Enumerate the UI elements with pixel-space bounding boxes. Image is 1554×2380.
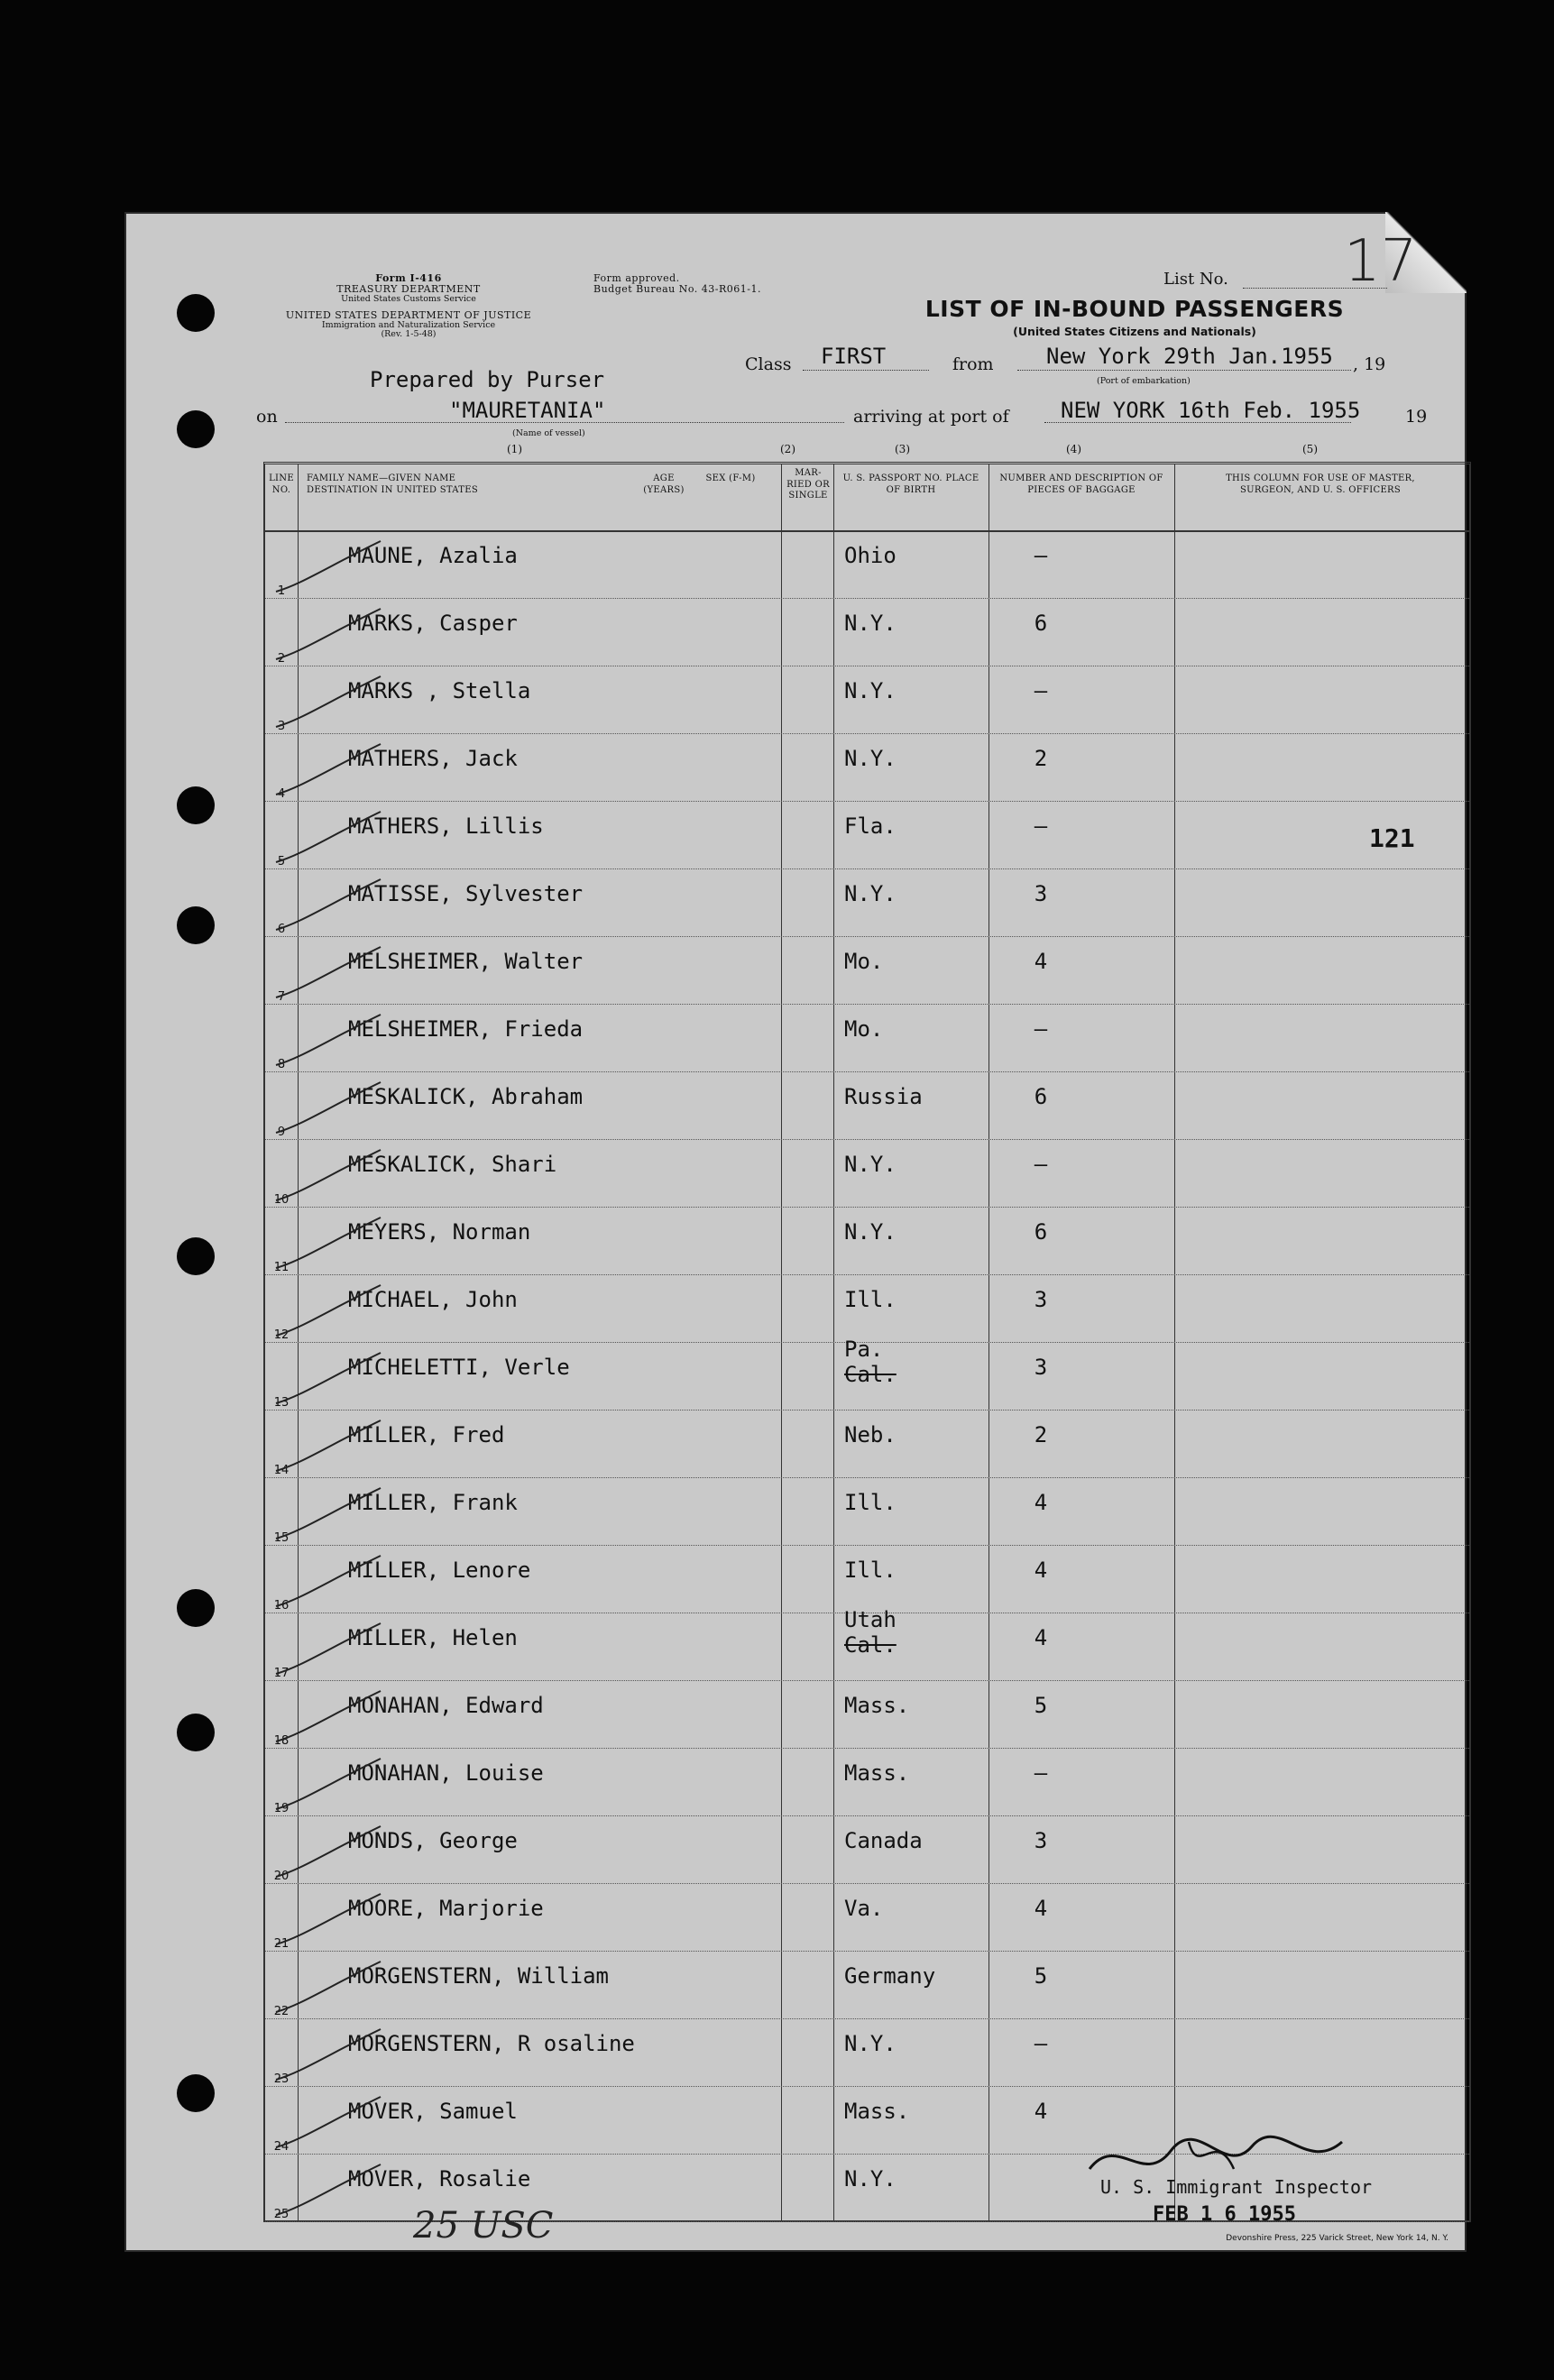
table-row	[265, 801, 1469, 869]
hdr-married: MAR-RIED OR SINGLE	[786, 468, 830, 501]
form-number: Form I-416	[375, 272, 442, 284]
row-name: MILLER, Frank	[348, 1490, 518, 1515]
class-label: Class	[745, 354, 792, 374]
row-birth: Fla.	[844, 813, 897, 839]
hdr-name: FAMILY NAME—GIVEN NAME DESTINATION IN UNITED STATES	[307, 473, 479, 495]
handwritten-total: 25 USC	[413, 2205, 554, 2247]
col-num-1: (1)	[507, 443, 522, 455]
row-line-number: 1	[277, 584, 286, 598]
check-mark	[274, 2027, 382, 2081]
row-baggage: –	[1034, 813, 1048, 839]
list-no-handwritten: 17	[1344, 228, 1418, 295]
check-mark	[274, 675, 382, 729]
row-name: MESKALICK, Shari	[348, 1152, 557, 1177]
row-name: MILLER, Fred	[348, 1422, 505, 1447]
row-line-number: 25	[273, 2208, 290, 2221]
hdr-age: AGE (YEARS)	[643, 473, 685, 495]
table-header	[265, 464, 1469, 532]
row-line-number: 19	[273, 1802, 290, 1815]
dept-block	[264, 273, 553, 340]
row-line-number: 6	[277, 923, 286, 936]
prepared-by: Prepared by Purser	[370, 367, 605, 392]
row-birth: N.Y.	[844, 2166, 897, 2192]
table-row	[265, 1951, 1469, 2019]
row-birth: Mass.	[844, 1693, 910, 1718]
check-mark	[274, 742, 382, 796]
punch-hole	[177, 294, 215, 332]
row-baggage: 3	[1034, 1828, 1048, 1853]
check-mark	[274, 539, 382, 593]
punch-hole	[177, 1237, 215, 1275]
row-baggage: –	[1034, 543, 1048, 568]
table-row	[265, 1545, 1469, 1613]
officer-note: 121	[1369, 823, 1415, 853]
arriving-suffix: 19	[1405, 407, 1428, 427]
arrival-stamp: FEB 1 6 1955	[1153, 2203, 1296, 2226]
row-line-number: 11	[273, 1261, 290, 1274]
arriving-value: NEW YORK 16th Feb. 1955	[1061, 398, 1361, 423]
row-baggage: 2	[1034, 746, 1048, 771]
row-name: MORGENSTERN, R osaline	[348, 2031, 635, 2056]
class-line	[803, 370, 929, 371]
row-line-number: 21	[273, 1937, 290, 1951]
vessel-line	[285, 422, 844, 423]
row-birth-correction: Utah	[844, 1607, 897, 1632]
row-birth-correction: Pa.	[844, 1337, 884, 1362]
row-baggage: 6	[1034, 611, 1048, 636]
row-line-number: 24	[273, 2140, 290, 2154]
row-name: MELSHEIMER, Frieda	[348, 1016, 584, 1042]
inspector-title: U. S. Immigrant Inspector	[1100, 2176, 1373, 2198]
row-line-number: 7	[277, 990, 286, 1004]
row-birth: Germany	[844, 1963, 936, 1989]
row-baggage: –	[1034, 1016, 1048, 1042]
revision: (Rev. 1-5-48)	[381, 329, 437, 340]
row-baggage: 4	[1034, 1625, 1048, 1650]
dept-treasury: TREASURY DEPARTMENT	[336, 283, 481, 296]
row-name: MATHERS, Lillis	[348, 813, 544, 839]
row-birth-struck: Cal.	[844, 1362, 897, 1387]
col-num-3: (3)	[895, 443, 910, 455]
from-label: from	[952, 354, 994, 374]
arriving-label: arriving at port of	[853, 407, 1009, 427]
row-birth: Neb.	[844, 1422, 897, 1447]
table-row	[265, 1607, 1469, 1681]
check-mark	[274, 1757, 382, 1811]
hdr-passport: U. S. PASSPORT NO. PLACE OF BIRTH	[842, 473, 979, 495]
from-line	[1017, 370, 1351, 371]
arriving-line	[1044, 422, 1351, 423]
from-value: New York 29th Jan.1955	[1046, 344, 1333, 369]
row-baggage: 2	[1034, 1422, 1048, 1447]
row-birth: N.Y.	[844, 1152, 897, 1177]
table-row	[265, 598, 1469, 666]
row-name: MAUNE, Azalia	[348, 543, 518, 568]
check-mark	[274, 1283, 382, 1337]
table-row	[265, 1680, 1469, 1749]
row-line-number: 4	[277, 787, 286, 801]
row-name: MORGENSTERN, William	[348, 1963, 609, 1989]
printer-imprint: Devonshire Press, 225 Varick Street, New York 14, N. Y.	[1226, 2234, 1448, 2243]
check-mark	[274, 1419, 382, 1473]
row-name: MONDS, George	[348, 1828, 518, 1853]
row-line-number: 3	[277, 720, 286, 733]
from-year-suffix: , 19	[1353, 354, 1386, 374]
check-mark	[274, 1351, 382, 1405]
row-line-number: 9	[277, 1126, 286, 1139]
row-baggage: –	[1034, 2031, 1048, 2056]
row-birth: Ill.	[844, 1490, 897, 1515]
col-num-5: (5)	[1302, 443, 1318, 455]
check-mark	[274, 1824, 382, 1879]
vessel-caption: (Name of vessel)	[512, 428, 585, 438]
row-birth: Ohio	[844, 543, 897, 568]
row-line-number: 5	[277, 855, 286, 868]
row-birth: Mo.	[844, 949, 884, 974]
row-name: MONAHAN, Louise	[348, 1760, 544, 1786]
row-baggage: –	[1034, 678, 1048, 703]
table-row	[265, 1139, 1469, 1208]
row-line-number: 22	[273, 2005, 290, 2018]
row-line-number: 20	[273, 1870, 290, 1883]
row-name: MARKS , Stella	[348, 678, 531, 703]
row-line-number: 12	[273, 1328, 290, 1342]
port-caption: (Port of embarkation)	[1097, 376, 1191, 386]
table-row	[265, 1477, 1469, 1546]
row-baggage: 4	[1034, 1490, 1048, 1515]
row-birth: N.Y.	[844, 881, 897, 906]
table-row	[265, 1207, 1469, 1275]
check-mark	[274, 1689, 382, 1743]
row-baggage: 3	[1034, 1287, 1048, 1312]
table-row	[265, 1071, 1469, 1140]
row-baggage: 4	[1034, 2099, 1048, 2124]
row-line-number: 23	[273, 2072, 290, 2086]
check-mark	[274, 945, 382, 999]
row-name: MARKS, Casper	[348, 611, 518, 636]
row-birth: Mo.	[844, 1016, 884, 1042]
form-title: LIST OF IN-BOUND PASSENGERS	[924, 296, 1345, 322]
check-mark	[274, 1486, 382, 1540]
row-baggage: 4	[1034, 1558, 1048, 1583]
row-baggage: –	[1034, 1760, 1048, 1786]
col-num-2: (2)	[780, 443, 795, 455]
punch-hole	[177, 410, 215, 448]
check-mark	[274, 1960, 382, 2014]
table-row	[265, 1410, 1469, 1478]
row-line-number: 13	[273, 1396, 290, 1410]
row-birth: Ill.	[844, 1287, 897, 1312]
row-birth: Ill.	[844, 1558, 897, 1583]
row-line-number: 15	[273, 1531, 290, 1545]
row-birth: Canada	[844, 1828, 923, 1853]
row-baggage: 5	[1034, 1963, 1048, 1989]
row-baggage: 4	[1034, 1896, 1048, 1921]
row-birth: Va.	[844, 1896, 884, 1921]
row-line-number: 18	[273, 1734, 290, 1748]
check-mark	[274, 2095, 382, 2149]
row-baggage: –	[1034, 1152, 1048, 1177]
check-mark	[274, 1148, 382, 1202]
row-name: MATHERS, Jack	[348, 746, 518, 771]
row-name: MATISSE, Sylvester	[348, 881, 584, 906]
check-mark	[274, 878, 382, 932]
punch-hole	[177, 1589, 215, 1627]
form-approved: Form approved.	[593, 272, 680, 284]
on-label: on	[256, 407, 278, 427]
dept-justice: UNITED STATES DEPARTMENT OF JUSTICE	[285, 308, 532, 321]
punch-hole	[177, 2074, 215, 2112]
row-line-number: 2	[277, 652, 286, 666]
table-row	[265, 2018, 1469, 2087]
row-baggage: 6	[1034, 1219, 1048, 1245]
row-birth: N.Y.	[844, 678, 897, 703]
row-birth: N.Y.	[844, 1219, 897, 1245]
row-baggage: 4	[1034, 949, 1048, 974]
row-name: MEYERS, Norman	[348, 1219, 531, 1245]
table-row	[265, 1883, 1469, 1952]
row-birth: Russia	[844, 1084, 923, 1109]
form-subtitle: (United States Citizens and Nationals)	[1013, 325, 1256, 338]
row-line-number: 14	[273, 1464, 290, 1477]
table-row	[265, 1337, 1469, 1411]
check-mark	[274, 810, 382, 864]
class-value: FIRST	[821, 344, 887, 369]
row-birth: N.Y.	[844, 2031, 897, 2056]
check-mark	[274, 1080, 382, 1135]
table-row	[265, 1748, 1469, 1816]
table-row	[265, 868, 1469, 937]
table-row	[265, 666, 1469, 734]
table-row	[265, 1815, 1469, 1884]
row-birth: N.Y.	[844, 746, 897, 771]
row-name: MELSHEIMER, Walter	[348, 949, 584, 974]
check-mark	[274, 607, 382, 661]
table-row	[265, 1274, 1469, 1343]
dept-treasury-sub: United States Customs Service	[341, 294, 476, 305]
check-mark	[274, 1216, 382, 1270]
punch-hole	[177, 906, 215, 944]
row-line-number: 17	[273, 1667, 290, 1680]
row-line-number: 10	[273, 1193, 290, 1207]
check-mark	[274, 1013, 382, 1067]
row-baggage: 6	[1034, 1084, 1048, 1109]
hdr-sex: SEX (F-M)	[705, 473, 756, 483]
budget-number: Budget Bureau No. 43-R061-1.	[593, 283, 762, 296]
row-baggage: 5	[1034, 1693, 1048, 1718]
hdr-baggage: NUMBER AND DESCRIPTION OF PIECES OF BAGGAGE	[999, 473, 1163, 495]
row-line-number: 16	[273, 1599, 290, 1613]
table-row	[265, 530, 1469, 599]
check-mark	[274, 2163, 382, 2217]
table-row	[265, 936, 1469, 1005]
list-no-label: List No.	[1163, 270, 1228, 289]
passenger-table	[263, 462, 1471, 2222]
dept-justice-sub: Immigration and Naturalization Service	[321, 319, 496, 330]
punch-hole	[177, 786, 215, 824]
row-birth: Mass.	[844, 2099, 910, 2124]
manifest-page	[124, 212, 1467, 2252]
approval-block	[593, 273, 801, 295]
row-birth: Mass.	[844, 1760, 910, 1786]
col-num-4: (4)	[1066, 443, 1081, 455]
row-baggage: 3	[1034, 1355, 1048, 1380]
row-baggage: 3	[1034, 881, 1048, 906]
row-name: MOVER, Rosalie	[348, 2166, 531, 2192]
punch-hole	[177, 1714, 215, 1751]
check-mark	[274, 1622, 382, 1676]
table-row	[265, 733, 1469, 802]
row-name: MOORE, Marjorie	[348, 1896, 544, 1921]
hdr-line: LINE NO.	[269, 473, 294, 495]
row-name: MOVER, Samuel	[348, 2099, 518, 2124]
row-name: MILLER, Helen	[348, 1625, 518, 1650]
row-birth-struck: Cal.	[844, 1632, 897, 1658]
table-row	[265, 1004, 1469, 1072]
hdr-officers: THIS COLUMN FOR USE OF MASTER, SURGEON, AND U. S. OFFICERS	[1226, 473, 1415, 495]
row-name: MILLER, Lenore	[348, 1558, 531, 1583]
check-mark	[274, 1554, 382, 1608]
vessel-name: "MAURETANIA"	[449, 398, 606, 423]
check-mark	[274, 1892, 382, 1946]
row-line-number: 8	[277, 1058, 286, 1071]
row-name: MESKALICK, Abraham	[348, 1084, 584, 1109]
row-name: MICHELETTI, Verle	[348, 1355, 570, 1380]
row-birth: N.Y.	[844, 611, 897, 636]
row-name: MICHAEL, John	[348, 1287, 518, 1312]
row-name: MONAHAN, Edward	[348, 1693, 544, 1718]
